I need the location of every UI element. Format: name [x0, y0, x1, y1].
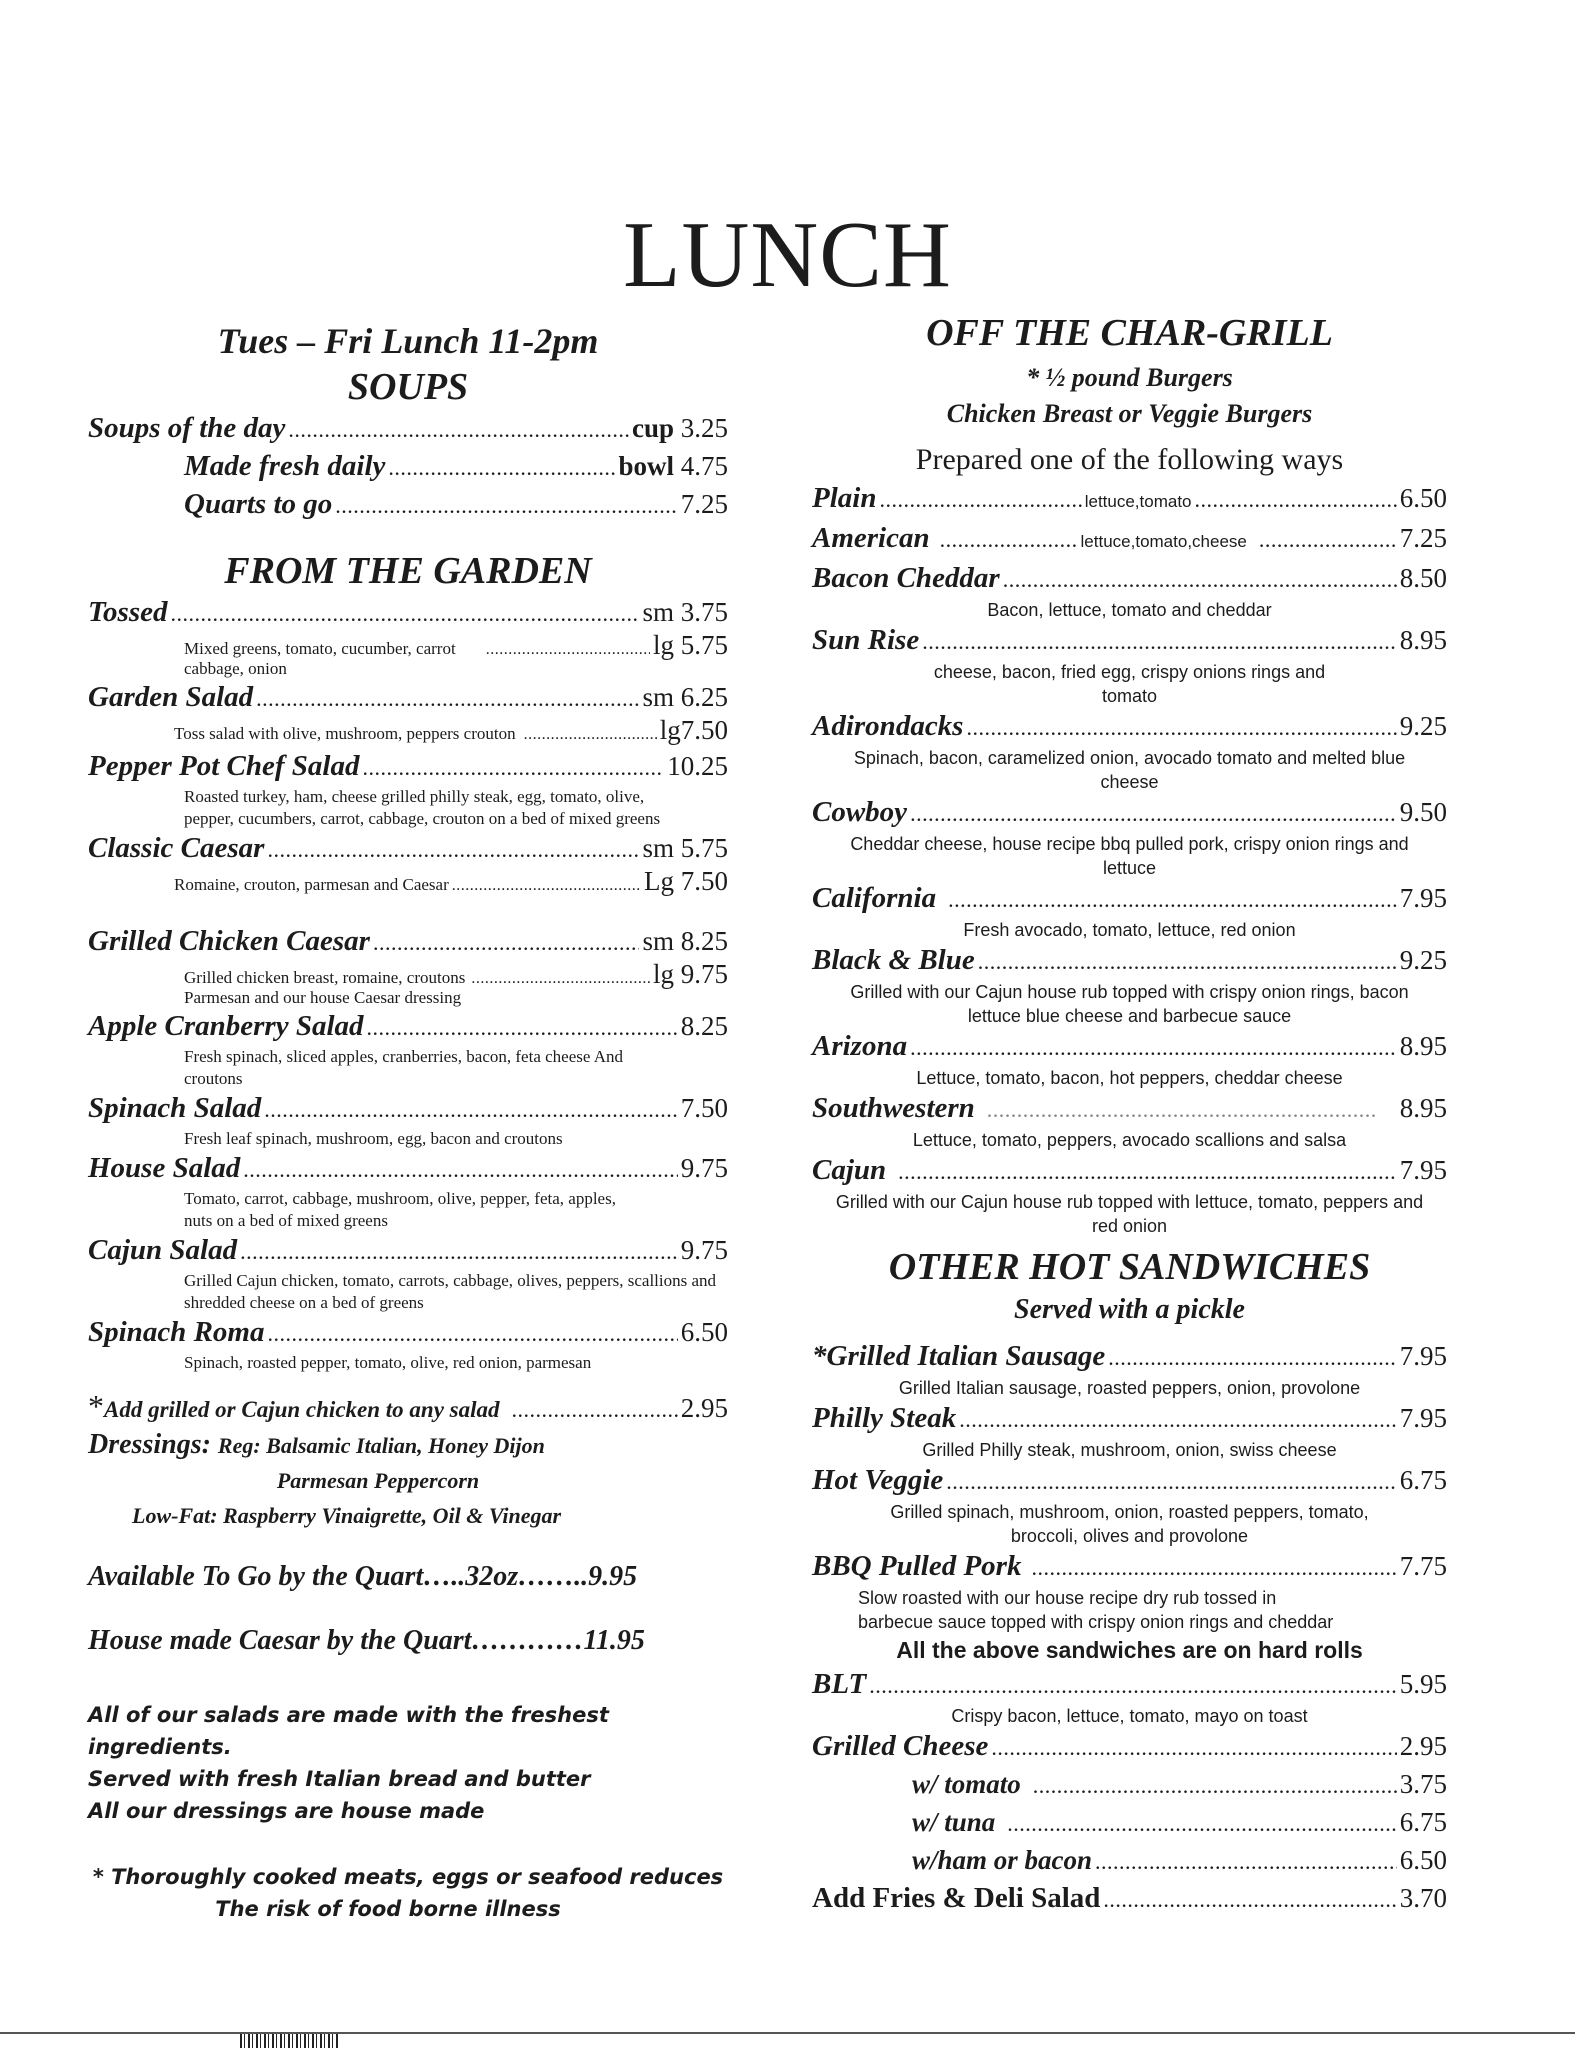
salad-list	[88, 1008, 728, 1374]
item-name: Grilled Cheese	[812, 1730, 989, 1762]
item-desc: Grilled Italian sausage, roasted peppers, onion, provolone	[898, 1378, 1361, 1398]
item-price: 8.95	[1399, 1093, 1447, 1123]
item-desc: Parmesan and our house Caesar dressing	[184, 988, 462, 1007]
item-price: 6.50	[1399, 483, 1447, 513]
item-name: California	[812, 882, 937, 914]
food-warning: The risk of food borne illness	[215, 1897, 561, 1921]
item-price: sm 5.75	[642, 833, 728, 863]
addon-item	[812, 1766, 1447, 1804]
item-name: BBQ Pulled Pork	[812, 1550, 1022, 1582]
item-name: Add Fries & Deli Salad	[812, 1882, 1101, 1914]
item-price: lg 5.75	[652, 630, 728, 660]
rolls-note: All the above sandwiches are on hard rolls	[896, 1637, 1363, 1663]
item-desc: Grilled Cajun chicken, tomato, carrots, cabbage, olives, peppers, scallions and shredded cheese on a bed of greens	[184, 1271, 717, 1312]
sandwich-item	[812, 1400, 1447, 1438]
quart-to-go: Available To Go by the Quart…..32oz……..9.95	[88, 1561, 638, 1592]
add-chicken-row	[88, 1388, 728, 1428]
item-price: 3.75	[1399, 1769, 1447, 1799]
item-desc: cabbage, onion	[184, 659, 287, 678]
item-desc: Tomato, carrot, cabbage, mushroom, olive, pepper, feta, apples, nuts on a bed of mixed greens	[184, 1189, 616, 1230]
item-price: 7.75	[1399, 1551, 1447, 1581]
item-price: 9.75	[680, 1153, 728, 1183]
item-price: 5.95	[1399, 1669, 1447, 1699]
dressings-regular: Reg: Balsamic Italian, Honey Dijon	[217, 1433, 545, 1458]
menu-item	[88, 1232, 728, 1270]
soup-row	[88, 410, 728, 448]
item-name: Grilled Chicken Caesar	[88, 925, 370, 957]
item-price: 7.95	[1399, 1403, 1447, 1433]
item-desc: Fresh leaf spinach, mushroom, egg, bacon and croutons	[184, 1129, 563, 1148]
item-price: lg7.50	[659, 715, 728, 745]
item-name: House Salad	[88, 1152, 241, 1184]
item-desc: Roasted turkey, ham, cheese grilled philly steak, egg, tomato, olive, pepper, cucumbers, carrot, cabbage, crouton on a bed of mixed greens	[184, 787, 661, 828]
left-column	[88, 318, 728, 1925]
caesar-quart: House made Caesar by the Quart…………11.95	[88, 1625, 645, 1656]
item-name: BLT	[812, 1668, 867, 1700]
item-desc: Bacon, lettuce, tomato and cheddar	[987, 600, 1272, 620]
menu-item	[88, 1150, 728, 1188]
burger-item	[812, 560, 1447, 598]
salad-note: Served with fresh Italian bread and butter	[88, 1767, 591, 1791]
hot-sub: Served with a pickle	[1014, 1294, 1245, 1325]
item-price: 9.25	[1399, 945, 1447, 975]
item-price: 7.25	[1399, 523, 1448, 553]
burger-item	[812, 622, 1447, 660]
burger-item	[812, 708, 1447, 746]
burger-item	[812, 1028, 1447, 1066]
menu-item	[88, 1314, 728, 1352]
item-name: Cajun Salad	[88, 1234, 238, 1266]
menu-item	[88, 679, 728, 717]
item-price: 9.75	[680, 1235, 728, 1265]
soups-heading: SOUPS	[347, 366, 469, 408]
item-price: sm 3.75	[642, 597, 728, 627]
salad-note: All of our salads are made with the freshest ingredients.	[88, 1703, 609, 1759]
item-name: Cajun	[812, 1154, 887, 1186]
item-name: Black & Blue	[812, 944, 975, 976]
item-name: Arizona	[812, 1030, 908, 1062]
item-price: 3.70	[1399, 1883, 1447, 1913]
item-desc: Fresh spinach, sliced apples, cranberries, bacon, feta cheese And croutons	[184, 1047, 623, 1088]
hours-heading: Tues – Fri Lunch 11-2pm	[217, 321, 599, 361]
item-price: 6.50	[1399, 1845, 1447, 1875]
item-name: *Grilled Italian Sausage	[812, 1340, 1106, 1372]
menu-item	[88, 594, 728, 632]
item-desc-row	[88, 717, 728, 748]
item-name: w/ tuna	[912, 1807, 996, 1837]
soup-size: cup	[631, 413, 674, 443]
item-name: w/ham or bacon	[912, 1845, 1093, 1875]
dressings-lowfat: Low-Fat: Raspberry Vinaigrette, Oil & Vinegar	[132, 1503, 562, 1528]
sandwich-item	[812, 1338, 1447, 1376]
dressings-label: Dressings:	[88, 1429, 211, 1460]
grill-prepared: Prepared one of the following ways	[915, 443, 1344, 476]
menu-item	[88, 923, 728, 961]
item-price: 8.50	[1399, 563, 1447, 593]
item-name: w/ tomato	[912, 1769, 1021, 1799]
burger-item	[812, 942, 1447, 980]
item-desc: Grilled spinach, mushroom, onion, roasted peppers, tomato, broccoli, olives and provolone	[890, 1502, 1369, 1546]
grill-heading: OFF THE CHAR-GRILL	[926, 312, 1333, 354]
item-desc: Grilled with our Cajun house rub topped with lettuce, tomato, peppers and red onion	[835, 1192, 1424, 1236]
item-price: 7.50	[680, 1093, 728, 1123]
hot-list	[812, 1338, 1447, 1634]
item-name: Spinach Roma	[88, 1316, 265, 1348]
item-price: 6.75	[1399, 1807, 1447, 1837]
item-name: Pepper Pot Chef Salad	[88, 750, 360, 782]
item-name: Adirondacks	[812, 710, 964, 742]
burger-item	[812, 520, 1447, 560]
item-price: Lg 7.50	[644, 866, 728, 896]
item-desc: Toss salad with olive, mushroom, peppers crouton	[174, 724, 516, 743]
item-name: Sun Rise	[812, 624, 920, 656]
sandwich-item	[812, 1462, 1447, 1500]
item-price: 2.95	[1399, 1731, 1447, 1761]
soup-name: Made fresh daily	[184, 450, 386, 482]
soup-price: 3.25	[680, 413, 728, 443]
burger-item	[812, 480, 1447, 520]
sandwich-item	[812, 1666, 1447, 1704]
menu-item	[88, 1008, 728, 1046]
item-name: Hot Veggie	[812, 1464, 944, 1496]
page-title: LUNCH	[623, 203, 952, 307]
item-desc: lettuce,tomato	[1084, 492, 1192, 511]
soup-size: bowl	[618, 451, 674, 481]
item-price: lg 9.75	[652, 959, 728, 989]
grill-sub-chicken: Chicken Breast or Veggie Burgers	[946, 399, 1313, 428]
burger-item	[812, 1152, 1447, 1190]
soup-price: 4.75	[680, 451, 728, 481]
item-name: Plain	[812, 482, 877, 514]
item-price: 9.25	[1399, 711, 1447, 741]
item-desc: Slow roasted with our house recipe dry rub tossed in barbecue sauce topped with crispy onion rings and cheddar	[858, 1588, 1334, 1632]
hot-heading: OTHER HOT SANDWICHES	[888, 1246, 1371, 1288]
sandwich-item	[812, 1548, 1447, 1586]
item-name: Cowboy	[812, 796, 908, 828]
item-name: Garden Salad	[88, 681, 254, 713]
dressings-line	[88, 1428, 728, 1463]
item-price: 6.75	[1399, 1465, 1447, 1495]
item-desc: Crispy bacon, lettuce, tomato, mayo on toast	[951, 1706, 1308, 1726]
fries-row	[812, 1880, 1447, 1918]
item-price: 8.95	[1399, 1031, 1447, 1061]
right-column	[812, 310, 1447, 1918]
sandwich-item	[812, 1728, 1447, 1766]
item-name: Southwestern	[812, 1092, 975, 1124]
item-price: sm 8.25	[642, 926, 728, 956]
item-desc: Mixed greens, tomato, cucumber, carrot	[184, 639, 456, 658]
asterisk: *	[88, 1388, 104, 1424]
soup-price: 7.25	[680, 489, 728, 519]
food-warning: * Thoroughly cooked meats, eggs or seafood reduces	[92, 1865, 724, 1889]
item-name: Philly Steak	[812, 1402, 957, 1434]
item-name: Apple Cranberry Salad	[88, 1010, 364, 1042]
item-desc: Cheddar cheese, house recipe bbq pulled pork, crispy onion rings and lettuce	[850, 834, 1409, 878]
garden-heading: FROM THE GARDEN	[224, 550, 592, 592]
menu-item	[88, 830, 728, 868]
page-bottom-rule	[0, 2032, 1575, 2034]
item-desc: Lettuce, tomato, peppers, avocado scallions and salsa	[912, 1130, 1347, 1150]
addon-item	[812, 1804, 1447, 1842]
item-price: sm 6.25	[642, 682, 728, 712]
grill-sub-burgers: * ½ pound Burgers	[1026, 363, 1233, 392]
item-price: 9.50	[1399, 797, 1447, 827]
item-price: 7.95	[1399, 1341, 1447, 1371]
item-desc: Grilled chicken breast, romaine, croutons	[184, 968, 466, 987]
soup-name: Soups of the day	[88, 412, 286, 444]
menu-item	[88, 1090, 728, 1128]
item-desc-row	[88, 868, 728, 899]
burger-item	[812, 1090, 1447, 1128]
item-price: 7.95	[1399, 1155, 1447, 1185]
add-chicken-text: Add grilled or Cajun chicken to any salad	[104, 1397, 500, 1422]
item-desc: Spinach, roasted pepper, tomato, olive, red onion, parmesan	[184, 1353, 592, 1372]
dressings-regular-2: Parmesan Peppercorn	[276, 1468, 480, 1493]
soup-name: Quarts to go	[184, 488, 333, 520]
soup-row	[88, 448, 728, 486]
addon-item	[812, 1842, 1447, 1880]
item-price: 8.25	[680, 1011, 728, 1041]
burger-item	[812, 794, 1447, 832]
item-price: 6.50	[680, 1317, 728, 1347]
item-price: 8.95	[1399, 625, 1447, 655]
add-chicken-price: 2.95	[680, 1393, 728, 1423]
item-desc: cheese, bacon, fried egg, crispy onions rings and tomato	[933, 662, 1326, 706]
item-price: 10.25	[667, 751, 728, 781]
item-price: 7.95	[1399, 883, 1447, 913]
item-name: Classic Caesar	[88, 832, 265, 864]
soup-row	[88, 486, 728, 524]
item-desc: Lettuce, tomato, bacon, hot peppers, cheddar cheese	[916, 1068, 1343, 1088]
item-name: Spinach Salad	[88, 1092, 262, 1124]
item-desc: Grilled with our Cajun house rub topped with crispy onion rings, bacon lettuce blue cheese and barbecue sauce	[850, 982, 1409, 1026]
item-desc: Spinach, bacon, caramelized onion, avocado tomato and melted blue cheese	[853, 748, 1406, 792]
burger-list	[812, 560, 1447, 1238]
scan-barcode-mark	[240, 2034, 340, 2048]
item-desc: Romaine, crouton, parmesan and Caesar	[174, 875, 449, 894]
burger-item	[812, 880, 1447, 918]
menu-item	[88, 748, 728, 786]
item-desc: Grilled Philly steak, mushroom, onion, swiss cheese	[922, 1440, 1337, 1460]
salad-note: All our dressings are house made	[88, 1799, 485, 1823]
item-name: Tossed	[88, 596, 168, 628]
item-desc: Fresh avocado, tomato, lettuce, red onion	[963, 920, 1296, 940]
item-name: Bacon Cheddar	[812, 562, 1000, 594]
item-name: American	[812, 522, 930, 554]
item-desc: lettuce,tomato,cheese	[1080, 532, 1247, 551]
